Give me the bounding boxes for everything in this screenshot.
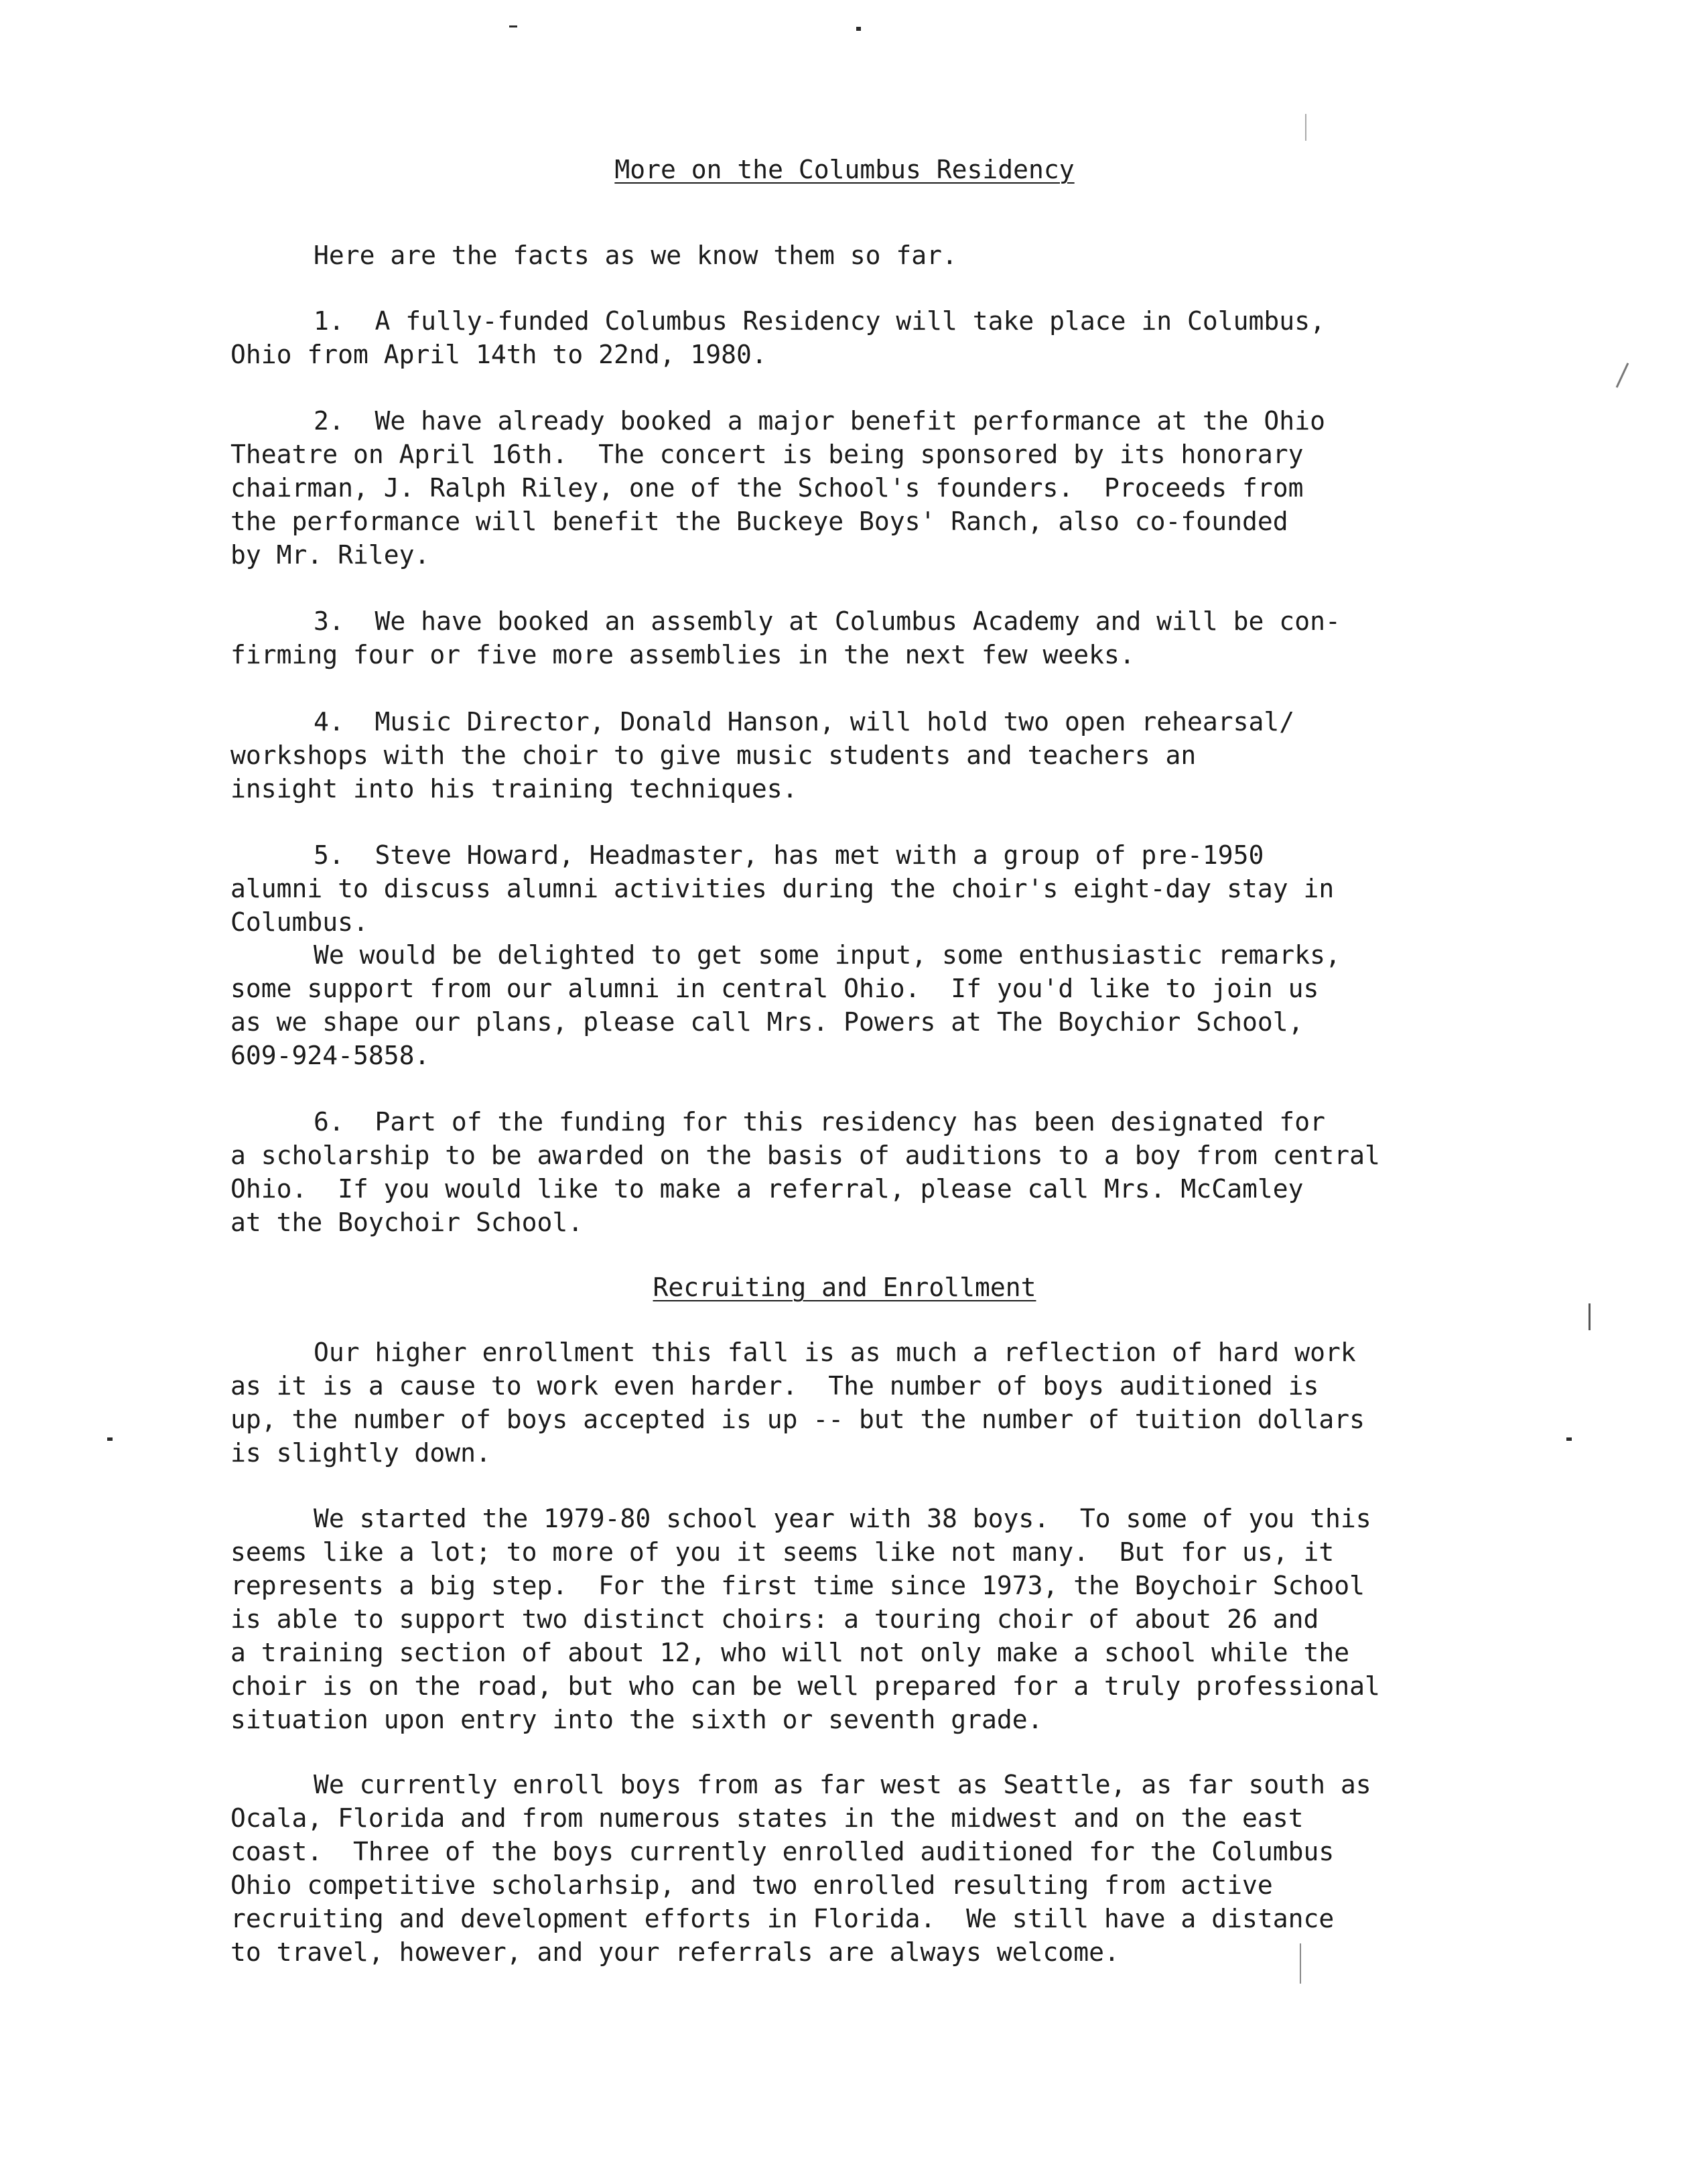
item-4-line-2: workshops with the choir to give music students and teachers an (230, 741, 1197, 770)
item-3-line-2: firming four or five more assemblies in the next few weeks. (230, 640, 1135, 669)
scan-speck (509, 25, 517, 27)
scan-speck (1566, 1437, 1572, 1441)
enrollment-para-1-line-1: Our higher enrollment this fall is as much a reflection of hard work (314, 1338, 1356, 1367)
enrollment-para-1-line-4: is slightly down. (230, 1438, 491, 1468)
item-5-continuation-line-4: 609-924-5858. (230, 1041, 430, 1070)
item-2-line-2: Theatre on April 16th. The concert is being sponsored by its honorary (230, 440, 1304, 469)
item-1-line-2: Ohio from April 14th to 22nd, 1980. (230, 340, 767, 369)
item-5-continuation-line-3: as we shape our plans, please call Mrs. Powers at The Boychior School, (230, 1007, 1304, 1037)
item-5-line-1: 5. Steve Howard, Headmaster, has met with a group of pre-1950 (314, 840, 1264, 870)
item-6-line-4: at the Boychoir School. (230, 1208, 584, 1237)
item-5-continuation-line-2: some support from our alumni in central Ohio. If you'd like to join us (230, 974, 1319, 1003)
enrollment-para-2-line-2: seems like a lot; to more of you it seems like not many. But for us, it (230, 1537, 1335, 1567)
enrollment-para-1-line-2: as it is a cause to work even harder. The number of boys auditioned is (230, 1371, 1319, 1401)
enrollment-para-1-line-3: up, the number of boys accepted is up -- but the number of tuition dollars (230, 1405, 1365, 1434)
enrollment-para-3-line-5: recruiting and development efforts in Florida. We still have a distance (230, 1904, 1335, 1933)
scan-speck (1300, 1943, 1301, 1984)
enrollment-para-3-line-2: Ocala, Florida and from numerous states in the midwest and on the east (230, 1803, 1304, 1833)
enrollment-para-2-line-5: a training section of about 12, who will not only make a school while the (230, 1638, 1350, 1667)
item-6-line-1: 6. Part of the funding for this residency has been designated for (314, 1107, 1325, 1137)
item-5-line-3: Columbus. (230, 907, 368, 937)
scan-speck (1305, 114, 1306, 141)
scan-speck (1616, 363, 1629, 388)
scan-speck (107, 1437, 113, 1441)
item-4-line-1: 4. Music Director, Donald Hanson, will hold two open rehearsal/ (314, 707, 1295, 736)
section-heading-columbus-residency: More on the Columbus Residency (614, 155, 1075, 184)
enrollment-para-3-line-1: We currently enroll boys from as far west as Seattle, as far south as (314, 1770, 1371, 1799)
enrollment-para-2-line-6: choir is on the road, but who can be well prepared for a truly professional (230, 1671, 1380, 1701)
scan-speck (1589, 1303, 1591, 1330)
item-6-line-3: Ohio. If you would like to make a referral, please call Mrs. McCamley (230, 1174, 1304, 1204)
item-6-line-2: a scholarship to be awarded on the basis of auditions to a boy from central (230, 1141, 1380, 1170)
enrollment-para-2-line-7: situation upon entry into the sixth or seventh grade. (230, 1705, 1043, 1734)
item-2-line-5: by Mr. Riley. (230, 540, 430, 570)
enrollment-para-2-line-1: We started the 1979-80 school year with 38 boys. To some of you this (314, 1504, 1371, 1533)
enrollment-para-3-line-4: Ohio competitive scholarhsip, and two enrolled resulting from active (230, 1870, 1273, 1900)
enrollment-para-3-line-6: to travel, however, and your referrals are always welcome. (230, 1937, 1120, 1967)
item-4-line-3: insight into his training techniques. (230, 774, 798, 804)
enrollment-para-3-line-3: coast. Three of the boys currently enrolled auditioned for the Columbus (230, 1837, 1335, 1866)
enrollment-para-2-line-3: represents a big step. For the first time since 1973, the Boychoir School (230, 1571, 1365, 1600)
item-5-continuation-line-1: We would be delighted to get some input, some enthusiastic remarks, (314, 940, 1341, 970)
item-2-line-4: the performance will benefit the Buckeye Boys' Ranch, also co-founded (230, 507, 1288, 536)
item-2-line-1: 2. We have already booked a major benefit performance at the Ohio (314, 406, 1325, 436)
item-3-line-1: 3. We have booked an assembly at Columbus Academy and will be con- (314, 606, 1341, 636)
section-heading-recruiting-enrollment: Recruiting and Enrollment (653, 1273, 1036, 1302)
enrollment-para-2-line-4: is able to support two distinct choirs: a touring choir of about 26 and (230, 1604, 1319, 1634)
scan-speck (856, 27, 861, 31)
item-2-line-3: chairman, J. Ralph Riley, one of the School's founders. Proceeds from (230, 473, 1304, 503)
item-5-line-2: alumni to discuss alumni activities during the choir's eight-day stay in (230, 874, 1335, 903)
item-1-line-1: 1. A fully-funded Columbus Residency will take place in Columbus, (314, 306, 1325, 336)
intro-line: Here are the facts as we know them so far. (314, 241, 957, 270)
